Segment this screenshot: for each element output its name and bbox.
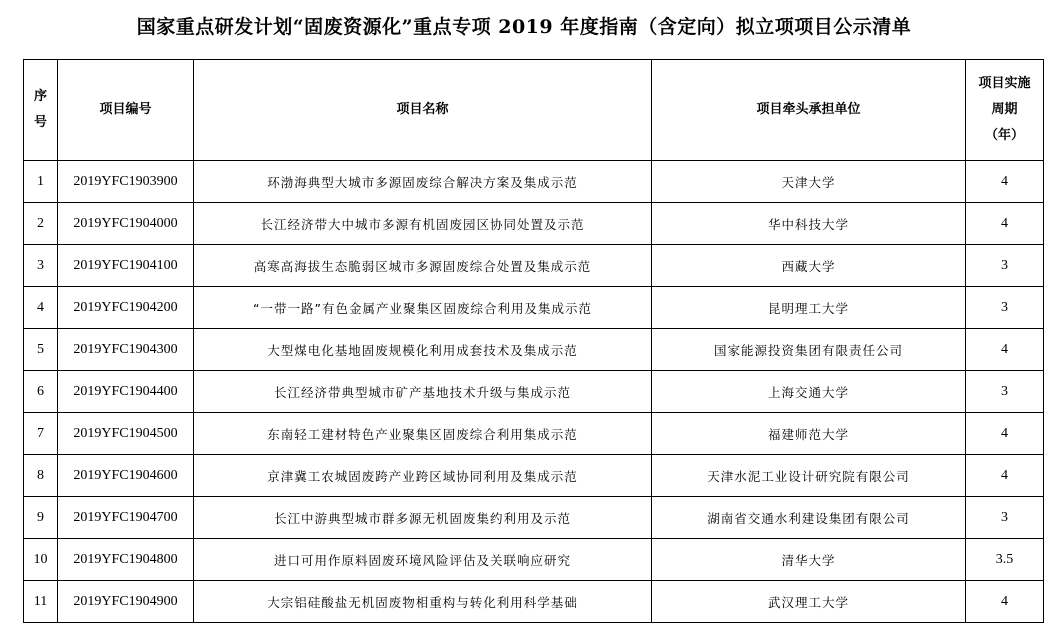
cell-code: 2019YFC1904300	[58, 329, 194, 371]
header-years-line: （年）	[984, 128, 1024, 143]
cell-years: 4	[966, 455, 1044, 497]
cell-org: 昆明理工大学	[652, 287, 966, 329]
cell-seq: 3	[24, 245, 58, 287]
cell-years: 4	[966, 581, 1044, 623]
cell-seq: 1	[24, 161, 58, 203]
cell-org: 清华大学	[652, 539, 966, 581]
cell-years: 3	[966, 245, 1044, 287]
cell-years: 4	[966, 329, 1044, 371]
cell-seq: 9	[24, 497, 58, 539]
cell-org: 西藏大学	[652, 245, 966, 287]
cell-code: 2019YFC1904600	[58, 455, 194, 497]
cell-seq: 6	[24, 371, 58, 413]
cell-name: 环渤海典型大城市多源固废综合解决方案及集成示范	[194, 161, 652, 203]
header-name: 项目名称	[194, 60, 652, 161]
cell-years: 3	[966, 287, 1044, 329]
cell-org: 国家能源投资集团有限责任公司	[652, 329, 966, 371]
cell-seq: 5	[24, 329, 58, 371]
table-row	[24, 497, 1044, 539]
cell-code: 2019YFC1904900	[58, 581, 194, 623]
table-row	[24, 245, 1044, 287]
header-years-line: 项目实施	[978, 76, 1031, 91]
cell-org: 上海交通大学	[652, 371, 966, 413]
cell-code: 2019YFC1904500	[58, 413, 194, 455]
cell-name: 长江经济带大中城市多源有机固废园区协同处置及示范	[194, 203, 652, 245]
table-row	[24, 203, 1044, 245]
cell-seq: 10	[24, 539, 58, 581]
table-row	[24, 371, 1044, 413]
cell-years: 3	[966, 371, 1044, 413]
table-row	[24, 329, 1044, 371]
cell-years: 3.5	[966, 539, 1044, 581]
cell-seq: 11	[24, 581, 58, 623]
cell-years: 4	[966, 413, 1044, 455]
cell-code: 2019YFC1904100	[58, 245, 194, 287]
project-table	[23, 59, 1044, 623]
cell-code: 2019YFC1904700	[58, 497, 194, 539]
cell-name: 长江中游典型城市群多源无机固废集约利用及示范	[194, 497, 652, 539]
page-title: 国家重点研发计划“固废资源化”重点专项 2019 年度指南（含定向）拟立项项目公示清单	[136, 16, 912, 38]
header-years	[966, 60, 1044, 161]
cell-years: 3	[966, 497, 1044, 539]
table-row	[24, 581, 1044, 623]
cell-org: 天津水泥工业设计研究院有限公司	[652, 455, 966, 497]
header-seq-line: 序	[33, 89, 47, 104]
cell-name: 大型煤电化基地固废规模化利用成套技术及集成示范	[194, 329, 652, 371]
cell-org: 华中科技大学	[652, 203, 966, 245]
cell-name: 高寒高海拔生态脆弱区城市多源固废综合处置及集成示范	[194, 245, 652, 287]
table-row	[24, 413, 1044, 455]
cell-seq: 4	[24, 287, 58, 329]
table-row	[24, 539, 1044, 581]
cell-code: 2019YFC1904200	[58, 287, 194, 329]
cell-name: 大宗铝硅酸盐无机固废物相重构与转化利用科学基础	[194, 581, 652, 623]
table-row	[24, 161, 1044, 203]
cell-code: 2019YFC1904000	[58, 203, 194, 245]
cell-seq: 7	[24, 413, 58, 455]
cell-org: 天津大学	[652, 161, 966, 203]
header-code: 项目编号	[58, 60, 194, 161]
cell-name: 东南轻工建材特色产业聚集区固废综合利用集成示范	[194, 413, 652, 455]
cell-code: 2019YFC1904400	[58, 371, 194, 413]
cell-code: 2019YFC1903900	[58, 161, 194, 203]
cell-name: 京津冀工农城固废跨产业跨区域协同利用及集成示范	[194, 455, 652, 497]
header-seq-line: 号	[33, 115, 47, 130]
cell-code: 2019YFC1904800	[58, 539, 194, 581]
table-header-row	[24, 60, 1044, 161]
cell-name: 进口可用作原料固废环境风险评估及关联响应研究	[194, 539, 652, 581]
cell-name: “一带一路”有色金属产业聚集区固废综合利用及集成示范	[194, 287, 652, 329]
cell-seq: 8	[24, 455, 58, 497]
cell-org: 福建师范大学	[652, 413, 966, 455]
table-row	[24, 455, 1044, 497]
header-years-line: 周期	[991, 102, 1018, 117]
cell-years: 4	[966, 161, 1044, 203]
header-seq	[24, 60, 58, 161]
table-row	[24, 287, 1044, 329]
cell-seq: 2	[24, 203, 58, 245]
header-org: 项目牵头承担单位	[652, 60, 966, 161]
cell-name: 长江经济带典型城市矿产基地技术升级与集成示范	[194, 371, 652, 413]
cell-years: 4	[966, 203, 1044, 245]
cell-org: 武汉理工大学	[652, 581, 966, 623]
cell-org: 湖南省交通水利建设集团有限公司	[652, 497, 966, 539]
